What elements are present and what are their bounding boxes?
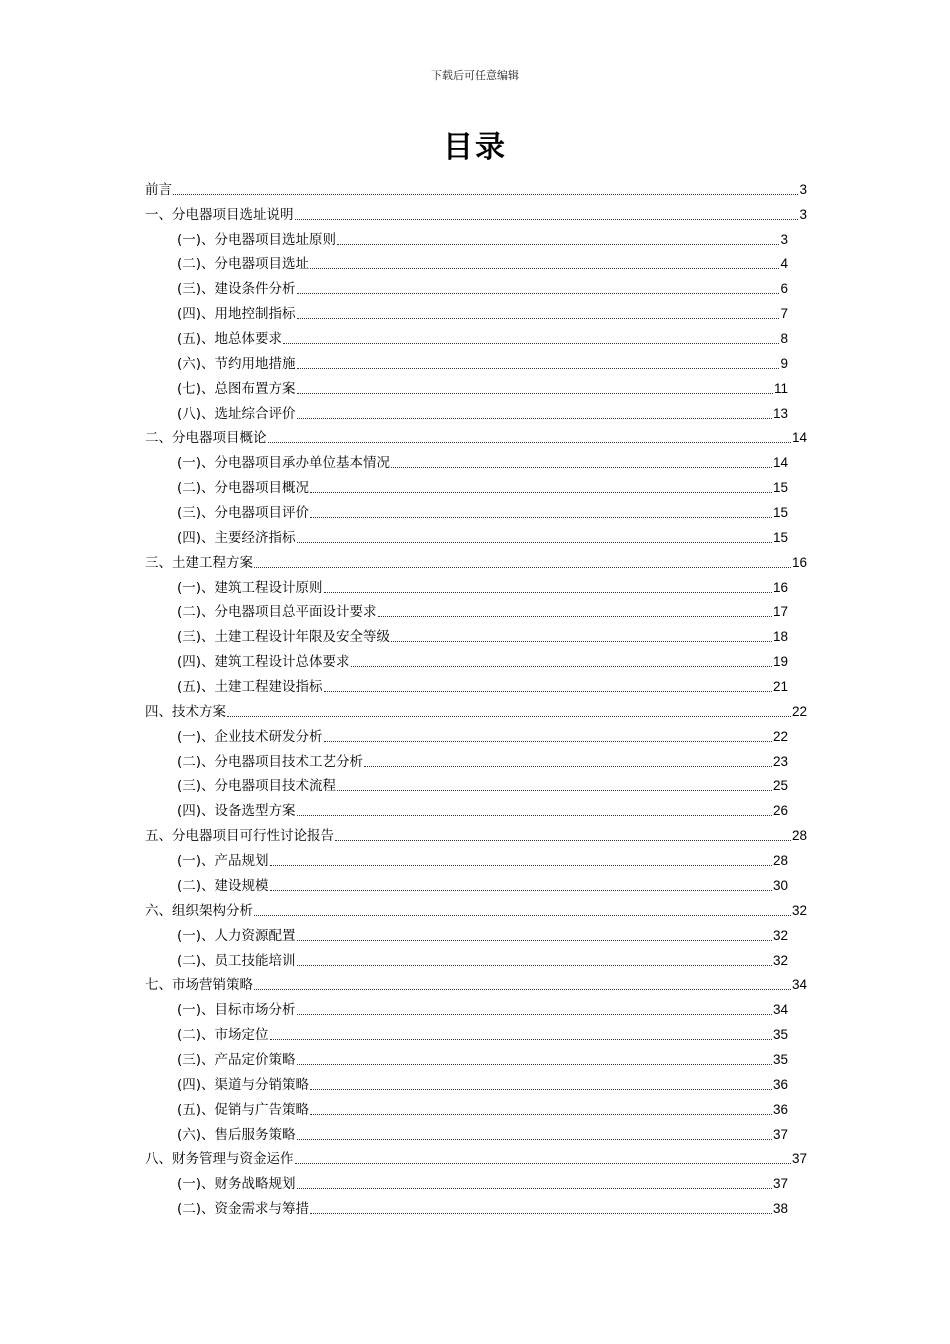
toc-page-number: 23 — [772, 753, 788, 769]
toc-dot-leader — [310, 1114, 772, 1115]
toc-page-number: 25 — [772, 778, 788, 794]
toc-dot-leader — [297, 1064, 772, 1065]
toc-page-number: 32 — [791, 902, 807, 918]
toc-entry-label: (一)、财务战略规划 — [177, 1176, 296, 1193]
toc-page-number: 14 — [772, 455, 788, 471]
toc-entry-label: (六)、节约用地措施 — [177, 355, 296, 372]
toc-section-entry[interactable] — [145, 1070, 807, 1095]
toc-dot-leader — [310, 268, 779, 269]
toc-section-entry[interactable] — [145, 946, 807, 971]
toc-page-number: 15 — [772, 480, 788, 496]
toc-page-number: 28 — [791, 828, 807, 844]
toc-chapter-entry[interactable] — [145, 548, 807, 573]
toc-entry-label: (二)、分电器项目技术工艺分析 — [177, 753, 364, 770]
toc-section-entry[interactable] — [145, 374, 807, 399]
toc-section-entry[interactable] — [145, 274, 807, 299]
toc-dot-leader — [297, 418, 772, 419]
toc-page-number: 32 — [772, 952, 788, 968]
toc-section-entry[interactable] — [145, 598, 807, 623]
toc-entry-label: (二)、建设规模 — [177, 877, 269, 894]
toc-page-number: 13 — [772, 405, 788, 421]
toc-page-number: 22 — [772, 728, 788, 744]
toc-entry-label: (七)、总图布置方案 — [177, 380, 296, 397]
toc-section-entry[interactable] — [145, 672, 807, 697]
toc-dot-leader — [297, 1139, 772, 1140]
toc-dot-leader — [297, 940, 772, 941]
toc-dot-leader — [324, 691, 772, 692]
toc-entry-label: (三)、建设条件分析 — [177, 281, 296, 298]
toc-entry-label: 一、分电器项目选址说明 — [145, 206, 294, 223]
toc-page-number: 37 — [772, 1126, 788, 1142]
toc-entry-label: (二)、分电器项目选址 — [177, 256, 310, 273]
toc-section-entry[interactable] — [145, 250, 807, 275]
toc-dot-leader — [254, 915, 791, 916]
toc-entry-label: 七、市场营销策略 — [145, 977, 253, 994]
toc-dot-leader — [364, 766, 772, 767]
toc-page-number: 18 — [772, 629, 788, 645]
toc-entry-label: 前言 — [145, 181, 172, 198]
toc-chapter-entry[interactable] — [145, 697, 807, 722]
toc-dot-leader — [295, 219, 799, 220]
toc-dot-leader — [270, 1039, 772, 1040]
toc-page-number: 32 — [772, 927, 788, 943]
toc-page-number: 4 — [780, 256, 788, 272]
toc-page-number: 37 — [791, 1151, 807, 1167]
toc-entry-label: (八)、选址综合评价 — [177, 405, 296, 422]
toc-dot-leader — [283, 343, 779, 344]
toc-entry-label: (六)、售后服务策略 — [177, 1126, 296, 1143]
toc-section-entry[interactable] — [145, 473, 807, 498]
toc-section-entry[interactable] — [145, 573, 807, 598]
toc-dot-leader — [324, 592, 772, 593]
toc-dot-leader — [227, 716, 791, 717]
toc-entry-label: (一)、企业技术研发分析 — [177, 728, 323, 745]
toc-dot-leader — [297, 1014, 772, 1015]
toc-dot-leader — [310, 1089, 772, 1090]
toc-entry-label: 二、分电器项目概论 — [145, 430, 267, 447]
toc-entry-label: (一)、目标市场分析 — [177, 1002, 296, 1019]
toc-section-entry[interactable] — [145, 622, 807, 647]
toc-entry-label: (一)、产品规划 — [177, 853, 269, 870]
toc-entry-label: (二)、员工技能培训 — [177, 952, 296, 969]
page-title: 目录 — [443, 130, 507, 165]
toc-entry-label: (三)、产品定价策略 — [177, 1051, 296, 1068]
toc-entry-label: (二)、分电器项目总平面设计要求 — [177, 604, 377, 621]
toc-entry-label: 六、组织架构分析 — [145, 902, 253, 919]
toc-page-number: 6 — [780, 281, 788, 297]
toc-chapter-entry[interactable] — [145, 175, 807, 200]
toc-entry-label: (一)、分电器项目承办单位基本情况 — [177, 455, 391, 472]
toc-entry-label: 八、财务管理与资金运作 — [145, 1151, 294, 1168]
toc-page-number: 16 — [791, 554, 807, 570]
toc-page-number: 15 — [772, 505, 788, 521]
toc-dot-leader — [297, 542, 772, 543]
toc-dot-leader — [295, 1163, 791, 1164]
toc-section-entry[interactable] — [145, 349, 807, 374]
toc-entry-label: 三、土建工程方案 — [145, 554, 253, 571]
toc-entry-label: (三)、分电器项目技术流程 — [177, 778, 337, 795]
toc-dot-leader — [297, 815, 772, 816]
toc-entry-label: (一)、分电器项目选址原则 — [177, 231, 337, 248]
toc-dot-leader — [391, 641, 772, 642]
toc-page-number: 9 — [780, 355, 788, 371]
toc-page-number: 11 — [773, 380, 788, 396]
toc-page-number: 36 — [772, 1101, 788, 1117]
toc-section-entry[interactable] — [145, 225, 807, 250]
toc-dot-leader — [324, 741, 772, 742]
toc-dot-leader — [335, 840, 791, 841]
toc-chapter-entry[interactable] — [145, 1145, 807, 1170]
toc-entry-label: (四)、用地控制指标 — [177, 306, 296, 323]
toc-entry-label: (一)、建筑工程设计原则 — [177, 579, 323, 596]
toc-page-number: 16 — [772, 579, 788, 595]
toc-dot-leader — [297, 965, 772, 966]
toc-entry-label: (三)、土建工程设计年限及安全等级 — [177, 629, 391, 646]
toc-entry-label: (四)、主要经济指标 — [177, 529, 296, 546]
toc-chapter-entry[interactable] — [145, 971, 807, 996]
toc-dot-leader — [270, 890, 772, 891]
toc-section-entry[interactable] — [145, 747, 807, 772]
toc-section-entry[interactable] — [145, 523, 807, 548]
toc-section-entry[interactable] — [145, 921, 807, 946]
toc-section-entry[interactable] — [145, 299, 807, 324]
toc-section-entry[interactable] — [145, 1169, 807, 1194]
toc-dot-leader — [351, 666, 772, 667]
toc-page-number: 3 — [780, 231, 788, 247]
toc-section-entry[interactable] — [145, 448, 807, 473]
toc-chapter-entry[interactable] — [145, 821, 807, 846]
toc-dot-leader — [297, 1188, 772, 1189]
toc-section-entry[interactable] — [145, 1095, 807, 1120]
toc-page-number: 36 — [772, 1076, 788, 1092]
toc-page-number: 3 — [799, 206, 807, 222]
toc-page-number: 14 — [791, 430, 807, 446]
table-of-contents — [145, 175, 807, 1219]
toc-dot-leader — [270, 865, 772, 866]
toc-page-number: 37 — [772, 1176, 788, 1192]
toc-section-entry[interactable] — [145, 1020, 807, 1045]
toc-dot-leader — [254, 989, 791, 990]
toc-entry-label: (四)、建筑工程设计总体要求 — [177, 654, 350, 671]
toc-page-number: 19 — [772, 654, 788, 670]
toc-page-number: 34 — [791, 977, 807, 993]
toc-dot-leader — [337, 244, 779, 245]
toc-dot-leader — [391, 467, 772, 468]
toc-entry-label: 五、分电器项目可行性讨论报告 — [145, 828, 334, 845]
toc-dot-leader — [297, 393, 773, 394]
toc-entry-label: (二)、分电器项目概况 — [177, 480, 310, 497]
toc-page-number: 15 — [772, 529, 788, 545]
toc-chapter-entry[interactable] — [145, 896, 807, 921]
toc-dot-leader — [173, 194, 798, 195]
toc-entry-label: 四、技术方案 — [145, 703, 226, 720]
toc-dot-leader — [254, 567, 791, 568]
toc-entry-label: (四)、设备选型方案 — [177, 803, 296, 820]
toc-dot-leader — [297, 293, 780, 294]
toc-chapter-entry[interactable] — [145, 424, 807, 449]
toc-section-entry[interactable] — [145, 772, 807, 797]
toc-chapter-entry[interactable] — [145, 200, 807, 225]
toc-entry-label: (四)、渠道与分销策略 — [177, 1076, 310, 1093]
toc-entry-label: (二)、资金需求与筹措 — [177, 1201, 310, 1218]
toc-dot-leader — [310, 517, 772, 518]
toc-section-entry[interactable] — [145, 647, 807, 672]
toc-page-number: 8 — [780, 331, 788, 347]
toc-section-entry[interactable] — [145, 871, 807, 896]
toc-section-entry[interactable] — [145, 846, 807, 871]
toc-page-number: 30 — [772, 877, 788, 893]
toc-dot-leader — [337, 790, 772, 791]
toc-dot-leader — [268, 442, 791, 443]
toc-entry-label: (五)、促销与广告策略 — [177, 1101, 310, 1118]
toc-section-entry[interactable] — [145, 1045, 807, 1070]
toc-section-entry[interactable] — [145, 324, 807, 349]
toc-page-number: 35 — [772, 1051, 788, 1067]
toc-entry-label: (五)、地总体要求 — [177, 331, 283, 348]
toc-page-number: 35 — [772, 1027, 788, 1043]
toc-section-entry[interactable] — [145, 722, 807, 747]
toc-entry-label: (五)、土建工程建设指标 — [177, 679, 323, 696]
page-header: 下载后可任意编辑 — [431, 69, 519, 82]
toc-entry-label: (二)、市场定位 — [177, 1027, 269, 1044]
toc-page-number: 28 — [772, 853, 788, 869]
toc-section-entry[interactable] — [145, 1120, 807, 1145]
toc-page-number: 34 — [772, 1002, 788, 1018]
toc-page-number: 38 — [772, 1201, 788, 1217]
toc-section-entry[interactable] — [145, 796, 807, 821]
toc-dot-leader — [297, 368, 780, 369]
toc-dot-leader — [310, 492, 772, 493]
toc-section-entry[interactable] — [145, 498, 807, 523]
toc-section-entry[interactable] — [145, 1194, 807, 1219]
toc-dot-leader — [310, 1213, 772, 1214]
toc-section-entry[interactable] — [145, 399, 807, 424]
toc-page-number: 17 — [772, 604, 788, 620]
toc-page-number: 3 — [799, 181, 807, 197]
toc-dot-leader — [297, 318, 780, 319]
toc-entry-label: (三)、分电器项目评价 — [177, 505, 310, 522]
toc-page-number: 21 — [772, 679, 788, 695]
toc-page-number: 7 — [780, 306, 788, 322]
toc-page-number: 22 — [791, 703, 807, 719]
toc-entry-label: (一)、人力资源配置 — [177, 927, 296, 944]
toc-page-number: 26 — [772, 803, 788, 819]
toc-section-entry[interactable] — [145, 995, 807, 1020]
toc-dot-leader — [378, 616, 772, 617]
